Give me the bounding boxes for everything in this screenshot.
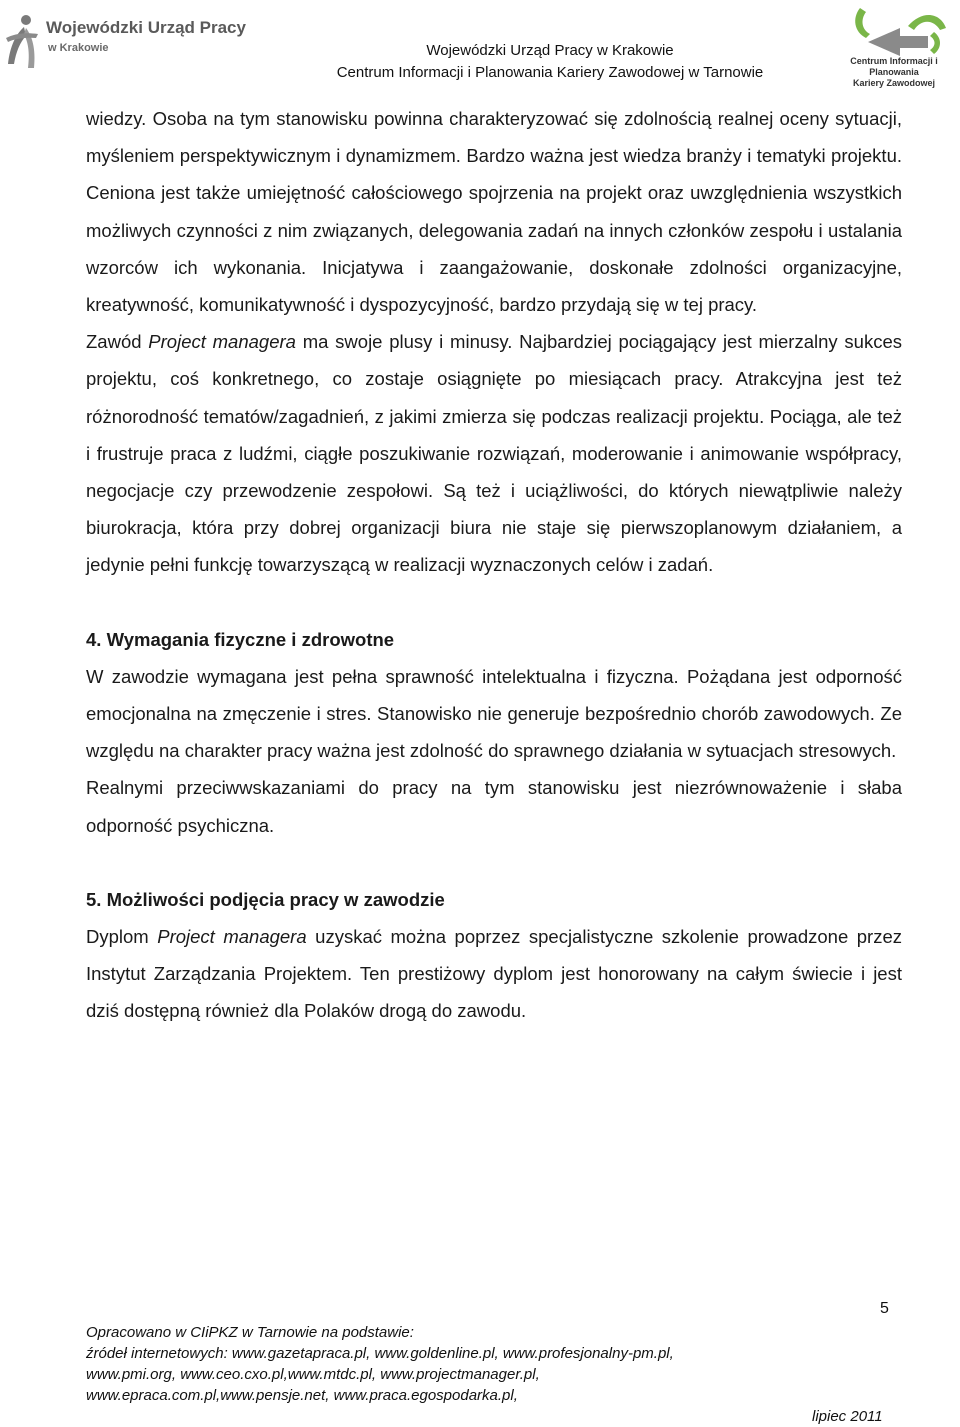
- header-title-line2: Centrum Informacji i Planowania Kariery Zawodowej w Tarnowie: [336, 64, 764, 81]
- project-manager-term: Project managera: [148, 331, 296, 353]
- page-footer: [86, 1322, 906, 1425]
- wup-logo: [4, 10, 244, 74]
- paragraph-employment-start: Dyplom: [86, 926, 158, 948]
- ciipkz-arrow-icon: [830, 2, 958, 58]
- project-manager-term: Project managera: [157, 926, 307, 948]
- section-4-title: Wymagania fizyczne i zdrowotne: [106, 628, 395, 650]
- ciipkz-logo: [830, 2, 958, 86]
- section-5-title: Możliwości podjęcia pracy w zawodzie: [106, 888, 445, 910]
- section-5-heading: [86, 881, 902, 918]
- logo-right-text: [830, 56, 958, 89]
- wup-figure-icon: [4, 12, 44, 72]
- logo-right-line2: Kariery Zawodowej: [852, 78, 936, 88]
- header-title-line1: Wojewódzki Urząd Pracy w Krakowie: [426, 42, 674, 59]
- paragraph-pros-cons-start: Zawód: [86, 331, 149, 353]
- section-4-number: 4.: [86, 628, 102, 650]
- paragraph-contraindications: Realnymi przeciwwskazaniami do pracy na tym stanowisku jest niezrównoważenie i słaba odporność psychiczna.: [86, 777, 902, 836]
- footer-sources-line1: źródeł internetowych: www.gazetapraca.pl, www.goldenline.pl, www.profesjonalny-pm.pl,: [86, 1345, 674, 1362]
- logo-right-line1: Centrum Informacji i Planowania: [850, 56, 938, 77]
- header-title: [300, 40, 800, 84]
- footer-date: lipiec 2011: [812, 1408, 883, 1425]
- paragraph-employment-rest: uzyskać można poprzez specjalistyczne szkolenie prowadzone przez Instytut Zarządzania Projektem. Ten prestiżowy dyplom jest honorowany na całym świecie i jest dziś dostępną również dla Polaków drogą do zawodu.: [86, 926, 902, 1022]
- section-5-number: 5.: [86, 888, 102, 910]
- page-number: 5: [880, 1300, 889, 1317]
- paragraph-qualities: wiedzy. Osoba na tym stanowisku powinna charakteryzować się zdolnością realnej oceny sytuacji, myśleniem perspektywicznym i dynamizmem. Bardzo ważna jest wiedza branży i tematyki projektu. Ceniona jest także umiejętność całościowego spojrzenia na projekt oraz uwzględnienia wszystkich możliwych czynności z nim związanych, delegowania zadań na innych członków zespołu i ustalania wzorców ich wykonania. Inicjatywa i zaangażowanie, doskonałe zdolności organizacyjne, kreatywność, komunikatywność i dyspozycyjność, bardzo przydają się w tej pracy.: [86, 108, 902, 316]
- footer-sources-line2: www.pmi.org, www.ceo.cxo.pl,www.mtdc.pl, www.projectmanager.pl,: [86, 1366, 540, 1383]
- logo-left-title: Wojewódzki Urząd Pracy: [46, 18, 246, 37]
- page-header: [0, 0, 960, 90]
- footer-sources-line3: www.epraca.com.pl,www.pensje.net, www.praca.egospodarka.pl,: [86, 1387, 518, 1404]
- document-body: [86, 100, 902, 1030]
- paragraph-pros-cons-rest: ma swoje plusy i minusy. Najbardziej pociągający jest mierzalny sukces projektu, coś konkretnego, co zostaje osiągnięte po miesiącach pracy. Atrakcyjna jest też różnorodność tematów/zagadnień, z jakimi zmierza się podczas realizacji projektu. Pociąga, ale też i frustruje praca z ludźmi, ciągłe poszukiwanie rozwiązań, moderowanie i animowanie współpracy, negocjacje czy przewodzenie zespołowi. Są też i uciążliwości, do których niewątpliwie należy biurokracja, która przy dobrej organizacji biura nie staje się pierwszoplanowym działaniem, a jedynie pełni funkcję towarzyszącą w realizacji wyznaczonych celów i zadań.: [86, 331, 902, 576]
- section-4-heading: [86, 621, 902, 658]
- paragraph-pros-cons: [86, 323, 902, 583]
- paragraph-physical-requirements: W zawodzie wymagana jest pełna sprawność intelektualna i fizyczna. Pożądana jest odporność emocjonalna na zmęczenie i stres. Stanowisko nie generuje bezpośrednio chorób zawodowych. Ze względu na charakter pracy ważna jest zdolność do sprawnego działania w sytuacjach stresowych.: [86, 665, 902, 762]
- footer-source-intro: Opracowano w CIiPKZ w Tarnowie na podstawie:: [86, 1324, 414, 1341]
- logo-left-subtitle: w Krakowie: [48, 42, 109, 54]
- section-spacer: [86, 844, 902, 881]
- paragraph-employment-options: [86, 918, 902, 1030]
- section-spacer: [86, 584, 902, 621]
